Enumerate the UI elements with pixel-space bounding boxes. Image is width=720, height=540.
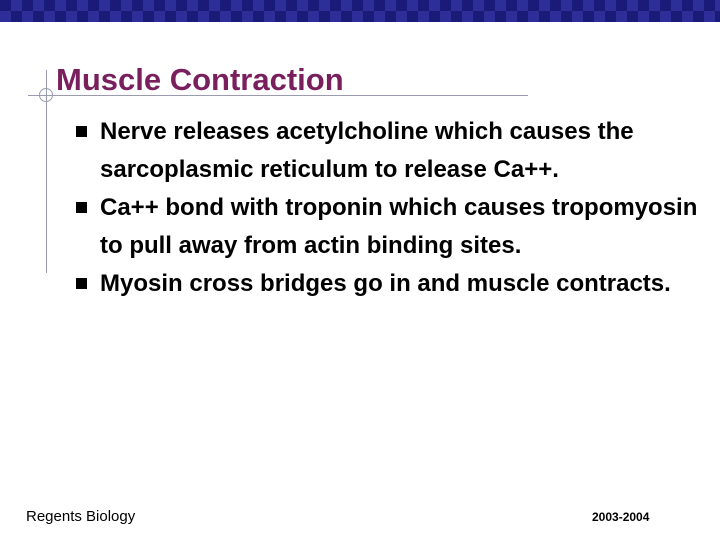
top-checkered-banner	[0, 0, 720, 22]
crosshair-circle-icon	[39, 88, 53, 102]
bullet-text: Myosin cross bridges go in and muscle contracts.	[100, 270, 671, 297]
bullet-item-1	[70, 113, 700, 189]
bullet-item-2	[70, 189, 700, 265]
square-bullet-icon	[76, 278, 87, 289]
bullet-list	[70, 113, 700, 303]
square-bullet-icon	[76, 126, 87, 137]
footer-course-name: Regents Biology	[26, 508, 136, 525]
footer-year: 2003-2004	[592, 510, 650, 524]
square-bullet-icon	[76, 202, 87, 213]
bullet-text: Ca++ bond with troponin which causes tropomyosin to pull away from actin binding sites.	[100, 194, 698, 259]
slide-title: Muscle Contraction	[56, 62, 344, 97]
bullet-item-3	[70, 265, 700, 303]
bullet-text: Nerve releases acetylcholine which causes the sarcoplasmic reticulum to release Ca++.	[100, 118, 634, 183]
